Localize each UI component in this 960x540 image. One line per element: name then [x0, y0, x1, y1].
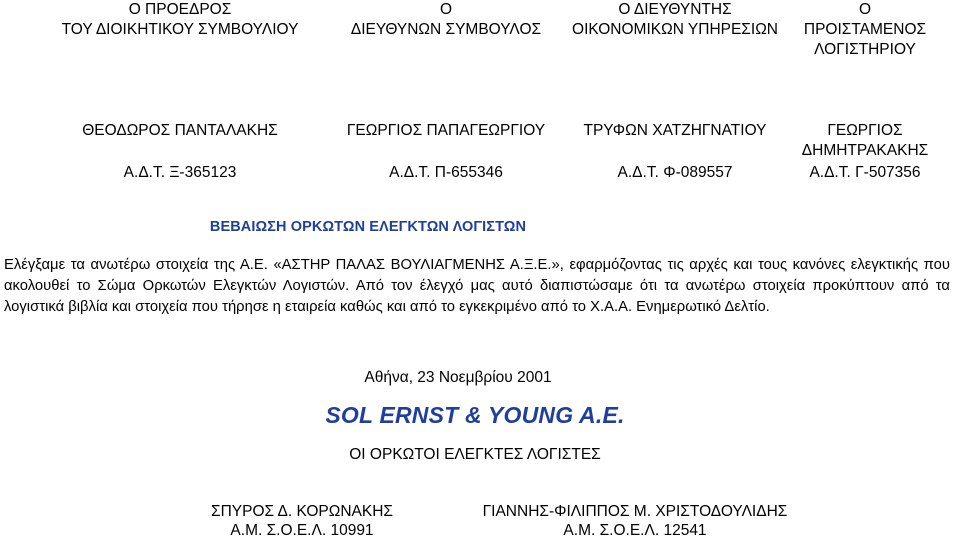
role-line: ΔΙΕΥΘΥΝΩΝ ΣΥΜΒΟΥΛΟΣ: [350, 21, 542, 38]
signatory-id: Α.Δ.Τ. Φ-089557: [617, 164, 733, 181]
role-line: ΤΟΥ ΔΙΟΙΚΗΤΙΚΟΥ ΣΥΜΒΟΥΛΙΟΥ: [61, 21, 299, 38]
role-line: ΟΙΚΟΝΟΜΙΚΩΝ ΥΠΗΡΕΣΙΩΝ: [572, 21, 778, 38]
role-managing-director: [326, 0, 566, 40]
auditor-signature-1: [172, 502, 432, 540]
role-line: ΛΟΓΙΣΤΗΡΙΟΥ: [814, 41, 916, 58]
auditors-label: ΟΙ ΟΡΚΩΤΟΙ ΕΛΕΓΚΤΕΣ ΛΟΓΙΣΤΕΣ: [349, 446, 601, 463]
signatory-id: Α.Δ.Τ. Ξ-365123: [123, 164, 237, 181]
name-line: ΔΗΜΗΤΡΑΚΑΚΗΣ: [801, 142, 929, 159]
role-finance-director: [555, 0, 795, 40]
signatory-id: Α.Δ.Τ. Π-655346: [389, 164, 503, 181]
role-chairman: [60, 0, 300, 40]
auditor-name: ΓΙΑΝΝΗΣ-ΦΙΛΙΠΠΟΣ Μ. ΧΡΙΣΤΟΔΟΥΛΙΔΗΣ: [482, 503, 788, 520]
signatory-name: [770, 121, 960, 161]
auditor-signature-2: [470, 502, 800, 540]
signatory-roles: [0, 0, 960, 60]
role-line: Ο ΠΡΟΕΔΡΟΣ: [128, 1, 232, 18]
certificate-paragraph: Ελέγξαμε τα ανωτέρω στοιχεία της Α.Ε. «ΑΣΤΗΡ ΠΑΛΑΣ ΒΟΥΛΙΑΓΜΕΝΗΣ Α.Ξ.Ε.», εφαρμόζοντας τις αρχές και τους κανόνες ελεγκτικής που ακολουθεί το Σώμα Ορκωτών Ελεγκτών Λογιστών. Από τον έλεγχό μας αυτό διαπιστώσαμε ότι τα ανωτέρω στοιχεία προκύπτουν από τα λογιστικά βιβλία και στοιχεία που τήρησε η εταιρεία καθώς και από το εγκεκριμένο από το Χ.Α.Α. Ενημερωτικό Δελτίο.: [4, 257, 950, 315]
auditor-registration: Α.Μ. Σ.Ο.Ε.Λ. 10991: [230, 522, 374, 539]
certificate-title: ΒΕΒΑΙΩΣΗ ΟΡΚΩΤΩΝ ΕΛΕΓΚΤΩΝ ΛΟΓΙΣΤΩΝ: [209, 219, 527, 235]
signatory-name: ΤΡΥΦΩΝ ΧΑΤΖΗΓΝΑΤΙΟΥ: [583, 122, 767, 139]
name-line: ΓΕΩΡΓΙΟΣ: [827, 122, 903, 139]
role-line: Ο: [439, 1, 453, 18]
signatory-id: Α.Δ.Τ. Γ-507356: [809, 164, 921, 181]
role-line: Ο ΔΙΕΥΘΥΝΤΗΣ: [618, 1, 732, 18]
signatory-name: ΘΕΟΔΩΡΟΣ ΠΑΝΤΑΛΑΚΗΣ: [82, 122, 278, 139]
signatory-name: ΓΕΩΡΓΙΟΣ ΠΑΠΑΓΕΩΡΓΙΟΥ: [346, 122, 546, 139]
role-line: ΠΡΟΙΣΤΑΜΕΝΟΣ: [803, 21, 927, 38]
auditor-registration: Α.Μ. Σ.Ο.Ε.Λ. 12541: [563, 522, 707, 539]
role-head-of-accounting: [770, 0, 960, 60]
certificate-date: Αθήνα, 23 Νοεμβρίου 2001: [364, 369, 552, 386]
role-line: Ο: [858, 1, 872, 18]
auditor-name: ΣΠΥΡΟΣ Δ. ΚΟΡΩΝΑΚΗΣ: [211, 503, 393, 520]
audit-firm-name: SOL ERNST & YOUNG A.E.: [325, 402, 625, 428]
